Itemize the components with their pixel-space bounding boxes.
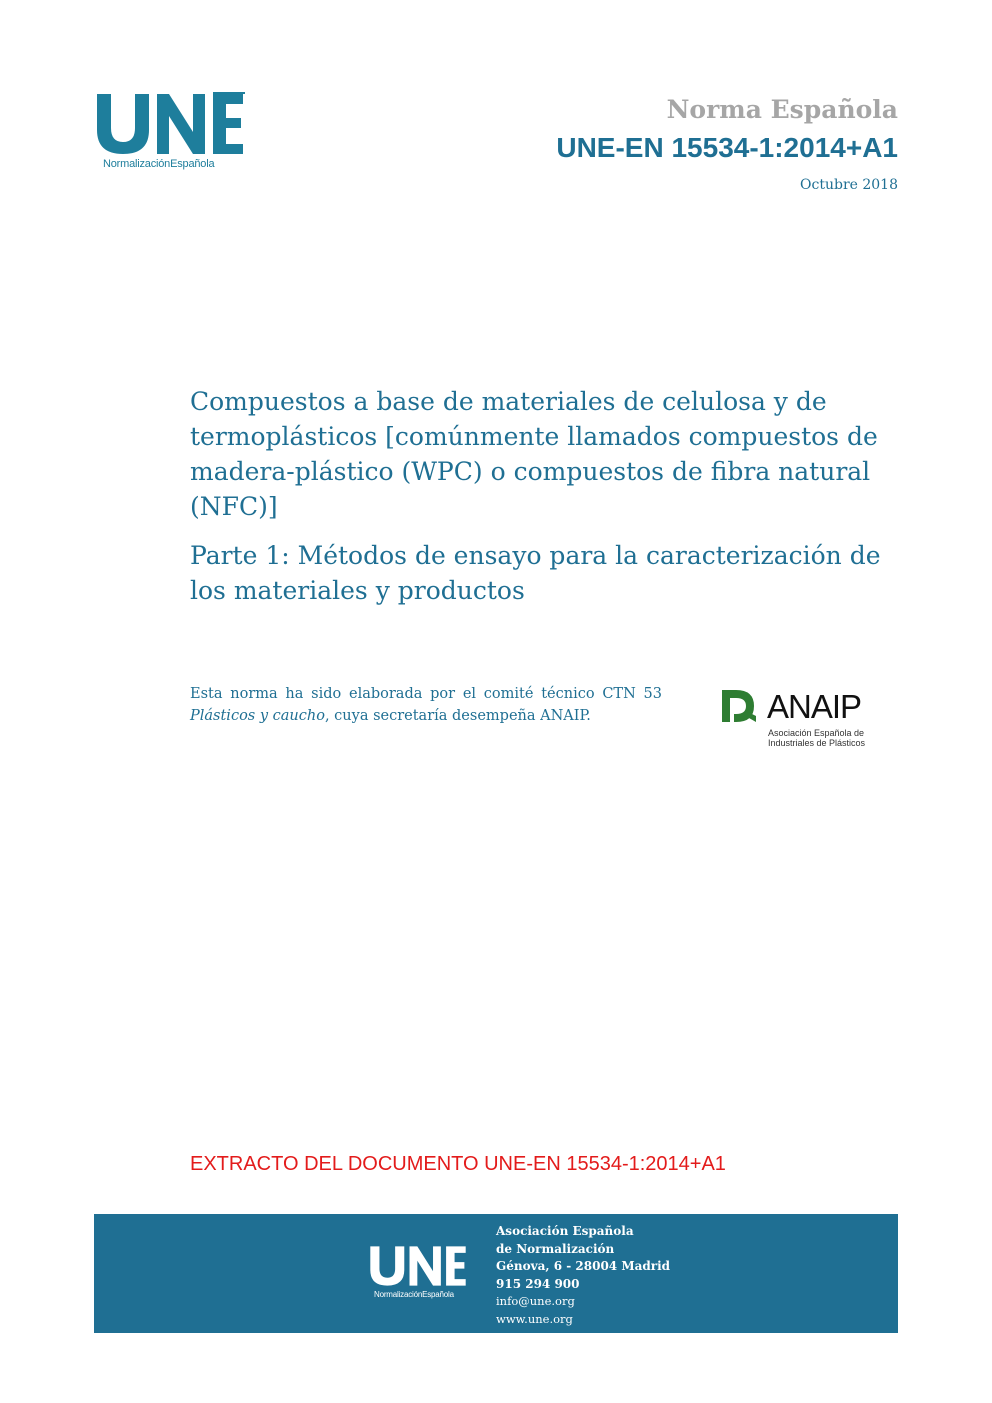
- document-subtitle: Parte 1: Métodos de ensayo para la caracterización de los materiales y productos: [190, 541, 881, 605]
- org-name-line1: Asociación Española: [496, 1224, 634, 1238]
- extract-notice: EXTRACTO DEL DOCUMENTO UNE-EN 15534-1:2014+A1: [190, 1153, 726, 1175]
- org-email-link[interactable]: info@une.org: [496, 1294, 575, 1309]
- org-name-line2: de Normalización: [496, 1241, 615, 1256]
- org-web-link[interactable]: www.une.org: [496, 1311, 573, 1326]
- footer-band: [94, 1214, 898, 1333]
- norma-code: UNE-EN 15534-1:2014+A1: [556, 132, 898, 163]
- document-title: Compuestos a base de materiales de celulosa y de termoplásticos [comúnmente llamados compuestos de madera-plástico (WPC) o compuestos de fibra natural (NFC)]: [190, 387, 878, 521]
- norma-label: Norma Española: [666, 95, 898, 124]
- footer-logo-tagline: NormalizaciónEspañola: [374, 1290, 454, 1299]
- footer-contact: [496, 1223, 670, 1329]
- anaip-emblem-icon: [720, 686, 768, 726]
- org-address: Génova, 6 - 28004 Madrid: [496, 1259, 671, 1274]
- committee-name: Plásticos y caucho: [190, 708, 325, 724]
- anaip-subtitle: Asociación Española de Industriales de Plásticos: [768, 728, 866, 748]
- une-logo-mark: [95, 92, 245, 156]
- publication-date: Octubre 2018: [800, 177, 898, 193]
- une-logo-footer: [369, 1244, 479, 1304]
- une-logo: [95, 92, 245, 177]
- logo-tagline: NormalizaciónEspañola: [103, 158, 215, 170]
- une-logo-footer-mark: [369, 1244, 467, 1288]
- anaip-logo: [720, 686, 870, 756]
- committee-paragraph: Esta norma ha sido elaborada por el comité técnico CTN 53 Plásticos y caucho, cuya secretaría desempeña ANAIP.: [190, 686, 662, 724]
- org-phone: 915 294 900: [496, 1276, 580, 1291]
- anaip-wordmark: ANAIP: [767, 688, 862, 725]
